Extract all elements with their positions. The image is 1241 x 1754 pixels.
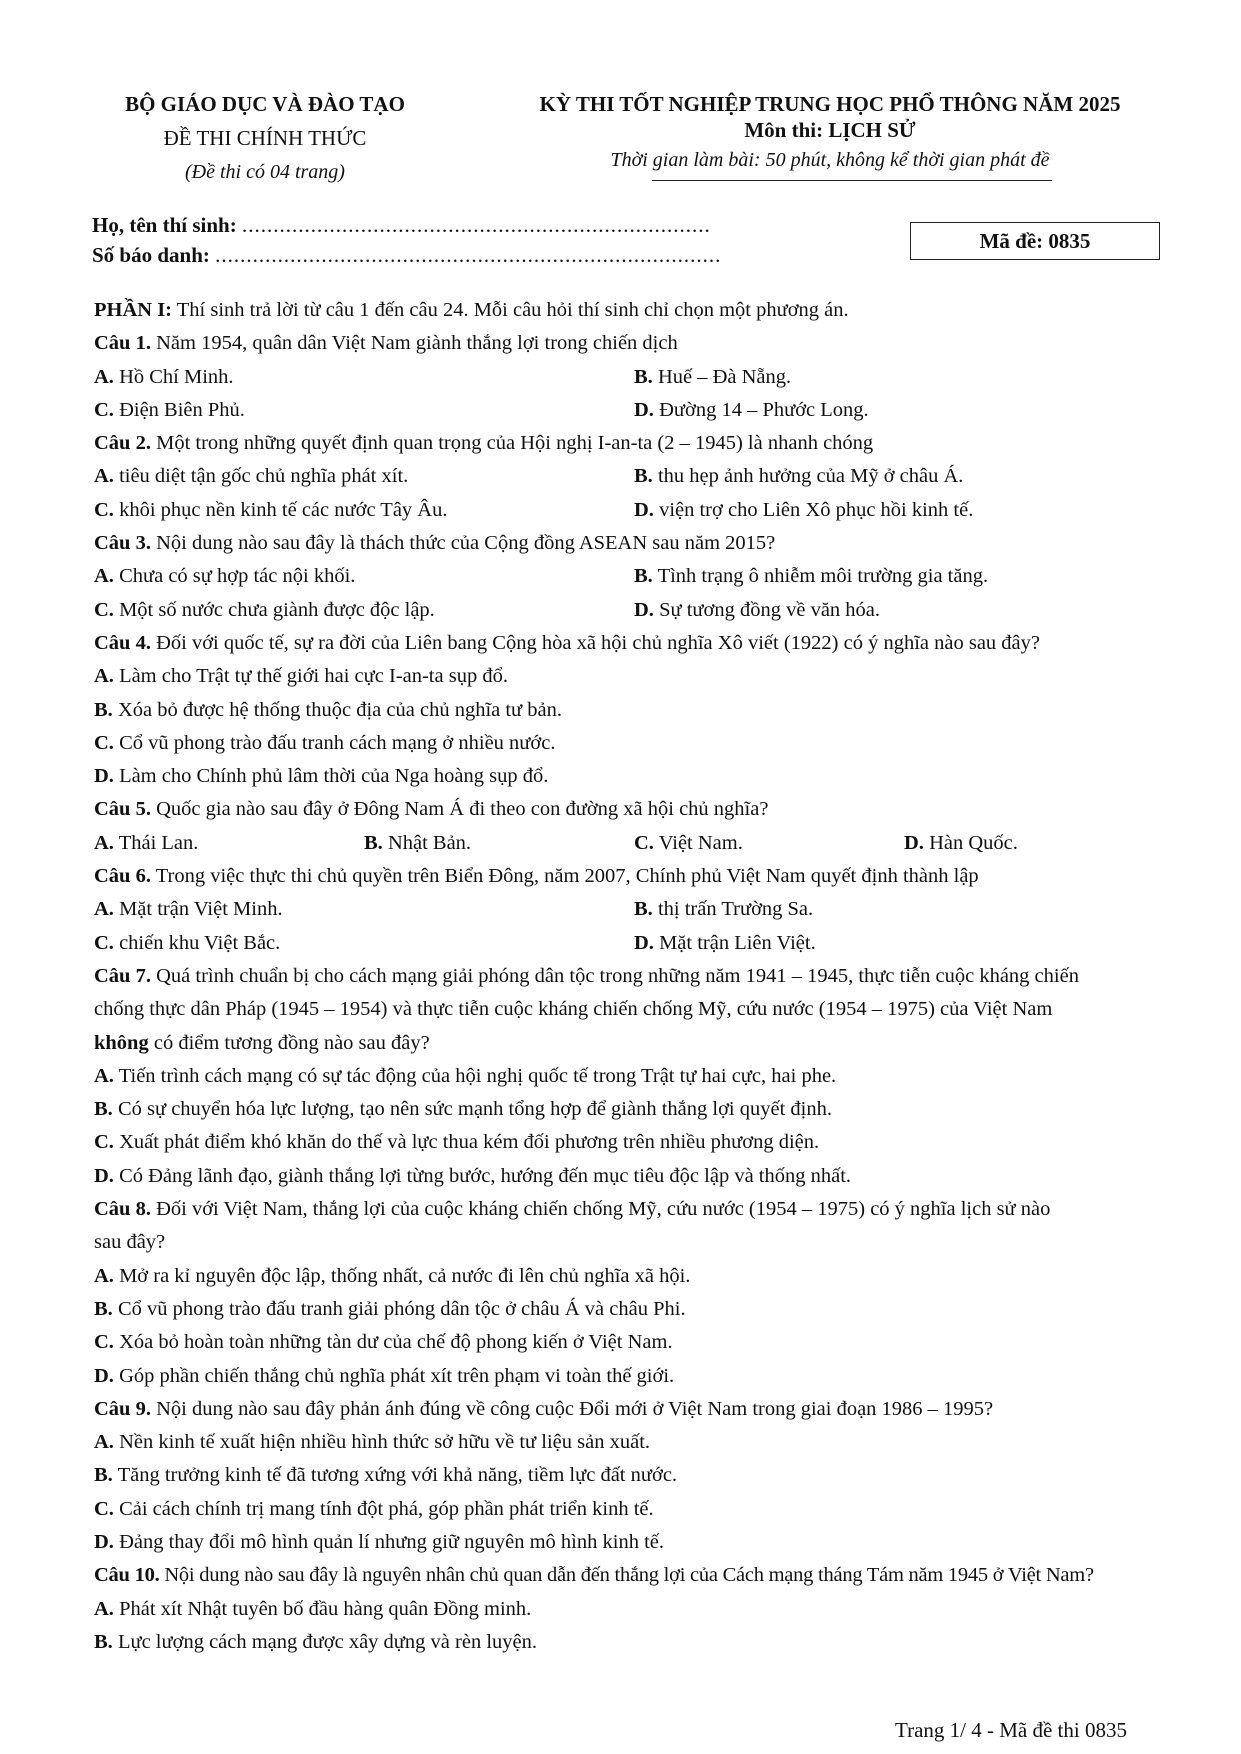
option-a xyxy=(94,1260,1174,1293)
option-text: Sự tương đồng về văn hóa. xyxy=(653,598,881,621)
option-key: C. xyxy=(94,498,114,521)
option-d xyxy=(904,827,1174,860)
candidate-name-label: Họ, tên thí sinh: xyxy=(92,213,237,237)
option-text: Huế – Đà Nẵng. xyxy=(652,365,792,388)
option-text: Hàn Quốc. xyxy=(923,831,1018,854)
option-text: viện trợ cho Liên Xô phục hồi kinh tế. xyxy=(653,498,974,521)
option-text: Đường 14 – Phước Long. xyxy=(653,398,869,421)
question-text: Đối với quốc tế, sự ra đời của Liên bang Cộng hòa xã hội chủ nghĩa Xô viết (1922) có ý nghĩa nào sau đây? xyxy=(150,631,1040,654)
option-b xyxy=(94,1093,1174,1126)
exam-title: KỲ THI TỐT NGHIỆP TRUNG HỌC PHỔ THÔNG NĂM 2025 xyxy=(539,92,1121,116)
option-d xyxy=(94,1160,1174,1193)
option-text: Cải cách chính trị mang tính đột phá, góp phần phát triển kinh tế. xyxy=(113,1497,654,1520)
option-key: A. xyxy=(94,1264,114,1287)
question-8-line-2 xyxy=(94,1226,1174,1259)
option-text: Mặt trận Việt Minh. xyxy=(113,898,283,921)
option-text: Điện Biên Phủ. xyxy=(113,398,245,421)
question-number: Câu 1. xyxy=(94,332,151,355)
option-text: Góp phần chiến thắng chủ nghĩa phát xít trên phạm vi toàn thế giới. xyxy=(113,1364,675,1387)
option-key: D. xyxy=(634,498,654,521)
option-key: C. xyxy=(94,1131,114,1154)
option-text: Nền kinh tế xuất hiện nhiều hình thức sở hữu về tư liệu sản xuất. xyxy=(113,1431,651,1454)
header-left xyxy=(95,92,435,184)
candidate-name-line xyxy=(92,212,711,238)
option-text: Làm cho Chính phủ lâm thời của Nga hoàng sụp đổ. xyxy=(113,765,549,788)
option-key: C. xyxy=(94,731,114,754)
option-d xyxy=(94,760,1174,793)
option-d xyxy=(634,594,1174,627)
options-row xyxy=(94,827,1174,860)
option-text: Cổ vũ phong trào đấu tranh cách mạng ở nhiều nước. xyxy=(113,731,556,754)
option-key: C. xyxy=(94,1331,114,1354)
time-underline xyxy=(652,180,1052,181)
option-d xyxy=(634,927,1174,960)
option-text: Đảng thay đổi mô hình quản lí nhưng giữ nguyên mô hình kinh tế. xyxy=(113,1530,664,1553)
option-key: D. xyxy=(94,765,114,788)
option-text: tiêu diệt tận gốc chủ nghĩa phát xít. xyxy=(113,465,409,488)
candidate-id-line xyxy=(92,242,721,268)
option-b xyxy=(94,1293,1174,1326)
option-b xyxy=(94,1459,1174,1492)
option-c xyxy=(94,1493,1174,1526)
options-row xyxy=(94,361,1174,394)
candidate-id-label: Số báo danh: xyxy=(92,243,210,267)
option-a xyxy=(94,1060,1174,1093)
options-row xyxy=(94,394,1174,427)
question-text: Đối với Việt Nam, thắng lợi của cuộc kháng chiến chống Mỹ, cứu nước (1954 – 1975) có ý nghĩa lịch sử nào xyxy=(150,1198,1051,1221)
option-text: Có Đảng lãnh đạo, giành thắng lợi từng bước, hướng đến mục tiêu độc lập và thống nhất. xyxy=(113,1164,852,1187)
option-b xyxy=(634,361,1174,394)
option-key: D. xyxy=(94,1364,114,1387)
option-a xyxy=(94,560,634,593)
option-d xyxy=(94,1526,1174,1559)
option-text: Chưa có sự hợp tác nội khối. xyxy=(113,565,356,588)
question-text: Trong việc thực thi chủ quyền trên Biển Đông, năm 2007, Chính phủ Việt Nam quyết định thành lập xyxy=(150,865,979,888)
question-9 xyxy=(94,1393,1174,1426)
option-c xyxy=(94,494,634,527)
question-number: Câu 2. xyxy=(94,432,151,455)
option-text: Tình trạng ô nhiễm môi trường gia tăng. xyxy=(652,565,989,588)
option-text: Mặt trận Liên Việt. xyxy=(653,931,816,954)
question-8 xyxy=(94,1193,1174,1226)
subject-label: Môn thi: LỊCH SỬ xyxy=(744,118,916,142)
question-5 xyxy=(94,793,1174,826)
option-a xyxy=(94,827,364,860)
header-right xyxy=(500,92,1160,172)
option-text: Làm cho Trật tự thế giới hai cực I-an-ta sụp đổ. xyxy=(113,665,508,688)
option-text: Xóa bỏ hoàn toàn những tàn dư của chế độ phong kiến ở Việt Nam. xyxy=(113,1331,673,1354)
question-7 xyxy=(94,960,1174,993)
option-c xyxy=(634,827,904,860)
option-text: Mở ra kỉ nguyên độc lập, thống nhất, cả nước đi lên chủ nghĩa xã hội. xyxy=(113,1264,691,1287)
option-b xyxy=(634,460,1174,493)
option-key: D. xyxy=(634,398,654,421)
question-number: Câu 8. xyxy=(94,1198,151,1221)
part1-label: PHẦN I: xyxy=(94,299,173,321)
option-text: Xóa bỏ được hệ thống thuộc địa của chủ nghĩa tư bản. xyxy=(112,698,563,721)
option-a xyxy=(94,1426,1174,1459)
option-text: Việt Nam. xyxy=(653,831,743,854)
option-a xyxy=(94,460,634,493)
option-d xyxy=(94,1360,1174,1393)
pages-note: (Đề thi có 04 trang) xyxy=(185,161,345,183)
question-emphasis: không xyxy=(94,1031,149,1054)
candidate-name-dots: ........................................................................... xyxy=(241,213,711,237)
part1-instruction xyxy=(94,294,1174,327)
question-4 xyxy=(94,627,1174,660)
official-label: ĐỀ THI CHÍNH THỨC xyxy=(163,126,367,150)
options-row xyxy=(94,594,1174,627)
option-text: Lực lượng cách mạng được xây dựng và rèn luyện. xyxy=(112,1630,537,1653)
question-6 xyxy=(94,860,1174,893)
option-key: D. xyxy=(634,931,654,954)
option-key: A. xyxy=(94,365,114,388)
option-a xyxy=(94,893,634,926)
question-1 xyxy=(94,327,1174,360)
option-text: Hồ Chí Minh. xyxy=(113,365,234,388)
option-c xyxy=(94,927,634,960)
options-row xyxy=(94,460,1174,493)
option-text: thị trấn Trường Sa. xyxy=(652,898,814,921)
option-key: B. xyxy=(634,465,653,488)
option-text: Nhật Bản. xyxy=(382,831,472,854)
question-text: Năm 1954, quân dân Việt Nam giành thắng lợi trong chiến dịch xyxy=(150,332,678,355)
option-text: chiến khu Việt Bắc. xyxy=(113,931,281,954)
option-key: A. xyxy=(94,565,114,588)
option-key: D. xyxy=(634,598,654,621)
option-key: A. xyxy=(94,1431,114,1454)
option-text: thu hẹp ảnh hưởng của Mỹ ở châu Á. xyxy=(652,465,964,488)
question-number: Câu 7. xyxy=(94,964,151,987)
option-c xyxy=(94,594,634,627)
option-key: C. xyxy=(94,398,114,421)
option-text: Tiến trình cách mạng có sự tác động của hội nghị quốc tế trong Trật tự hai cực, hai phe. xyxy=(113,1064,837,1087)
option-text: Tăng trưởng kinh tế đã tương xứng với khả năng, tiềm lực đất nước. xyxy=(112,1464,678,1487)
options-row xyxy=(94,560,1174,593)
option-a xyxy=(94,660,1174,693)
option-key: B. xyxy=(94,698,113,721)
question-7-line-3 xyxy=(94,1027,1174,1060)
option-text: Một số nước chưa giành được độc lập. xyxy=(113,598,435,621)
option-key: C. xyxy=(634,831,654,854)
ministry-name: BỘ GIÁO DỤC VÀ ĐÀO TẠO xyxy=(125,92,405,116)
option-c xyxy=(94,394,634,427)
page-footer: Trang 1/ 4 - Mã đề thi 0835 xyxy=(895,1718,1127,1742)
option-c xyxy=(94,1126,1174,1159)
question-text: Nội dung nào sau đây là thách thức của Cộng đồng ASEAN sau năm 2015? xyxy=(150,532,776,555)
option-a xyxy=(94,1593,1174,1626)
option-key: A. xyxy=(94,665,114,688)
question-number: Câu 6. xyxy=(94,865,151,888)
candidate-id-dots: ................................................................................. xyxy=(215,243,722,267)
option-b xyxy=(634,893,1174,926)
option-b xyxy=(94,694,1174,727)
option-c xyxy=(94,727,1174,760)
question-text: Một trong những quyết định quan trọng của Hội nghị I-an-ta (2 – 1945) là nhanh chóng xyxy=(150,432,874,455)
question-2 xyxy=(94,427,1174,460)
option-key: C. xyxy=(94,598,114,621)
option-b xyxy=(94,1626,1174,1659)
question-text: Nội dung nào sau đây là nguyên nhân chủ quan dẫn đến thắng lợi của Cách mạng tháng Tám năm 1945 ở Việt Nam? xyxy=(159,1564,1094,1587)
option-key: D. xyxy=(904,831,924,854)
option-b xyxy=(634,560,1174,593)
option-key: A. xyxy=(94,465,114,488)
question-number: Câu 5. xyxy=(94,798,151,821)
questions-section xyxy=(94,294,1174,1659)
option-key: D. xyxy=(94,1164,114,1187)
options-row xyxy=(94,494,1174,527)
question-number: Câu 3. xyxy=(94,532,151,555)
option-d xyxy=(634,494,1174,527)
option-key: B. xyxy=(94,1297,113,1320)
question-3 xyxy=(94,527,1174,560)
question-number: Câu 4. xyxy=(94,631,151,654)
option-key: B. xyxy=(634,565,653,588)
question-text: Quốc gia nào sau đây ở Đông Nam Á đi theo con đường xã hội chủ nghĩa? xyxy=(150,798,769,821)
option-key: B. xyxy=(94,1464,113,1487)
question-text: chống thực dân Pháp (1945 – 1954) và thực tiễn cuộc kháng chiến chống Mỹ, cứu nước (1954 – 1975) của Việt Nam xyxy=(94,998,1053,1021)
option-key: B. xyxy=(364,831,383,854)
question-7-line-2 xyxy=(94,993,1174,1026)
question-number: Câu 10. xyxy=(94,1564,160,1587)
part1-text: Thí sinh trả lời từ câu 1 đến câu 24. Mỗi câu hỏi thí sinh chỉ chọn một phương án. xyxy=(172,299,849,321)
option-c xyxy=(94,1326,1174,1359)
option-key: C. xyxy=(94,931,114,954)
question-text: Nội dung nào sau đây phản ánh đúng về công cuộc Đổi mới ở Việt Nam trong giai đoạn 1986 – 1995? xyxy=(150,1397,994,1420)
option-text: Thái Lan. xyxy=(113,831,199,854)
question-number: Câu 9. xyxy=(94,1397,151,1420)
option-key: D. xyxy=(94,1530,114,1553)
option-text: Cổ vũ phong trào đấu tranh giải phóng dân tộc ở châu Á và châu Phi. xyxy=(112,1297,686,1320)
option-key: A. xyxy=(94,898,114,921)
option-key: B. xyxy=(94,1098,113,1121)
option-key: C. xyxy=(94,1497,114,1520)
option-key: B. xyxy=(634,365,653,388)
options-row xyxy=(94,893,1174,926)
time-note: Thời gian làm bài: 50 phút, không kể thời gian phát đề xyxy=(610,149,1050,171)
option-key: B. xyxy=(94,1630,113,1653)
option-text: Xuất phát điểm khó khăn do thế và lực thua kém đối phương trên nhiều phương diện. xyxy=(113,1131,820,1154)
option-key: A. xyxy=(94,831,114,854)
options-row xyxy=(94,927,1174,960)
exam-code-box: Mã đề: 0835 xyxy=(910,222,1160,260)
option-text: Có sự chuyển hóa lực lượng, tạo nên sức mạnh tổng hợp để giành thắng lợi quyết định. xyxy=(112,1098,832,1121)
question-text: sau đây? xyxy=(94,1231,166,1254)
option-a xyxy=(94,361,634,394)
option-key: A. xyxy=(94,1064,114,1087)
question-10 xyxy=(94,1559,1174,1592)
question-text: có điểm tương đồng nào sau đây? xyxy=(148,1031,430,1054)
option-key: A. xyxy=(94,1597,114,1620)
option-b xyxy=(364,827,634,860)
option-d xyxy=(634,394,1174,427)
question-text: Quá trình chuẩn bị cho cách mạng giải phóng dân tộc trong những năm 1941 – 1945, thực tiễn cuộc kháng chiến xyxy=(150,964,1079,987)
option-text: khôi phục nền kinh tế các nước Tây Âu. xyxy=(113,498,448,521)
option-text: Phát xít Nhật tuyên bố đầu hàng quân Đồng minh. xyxy=(113,1597,532,1620)
option-key: B. xyxy=(634,898,653,921)
